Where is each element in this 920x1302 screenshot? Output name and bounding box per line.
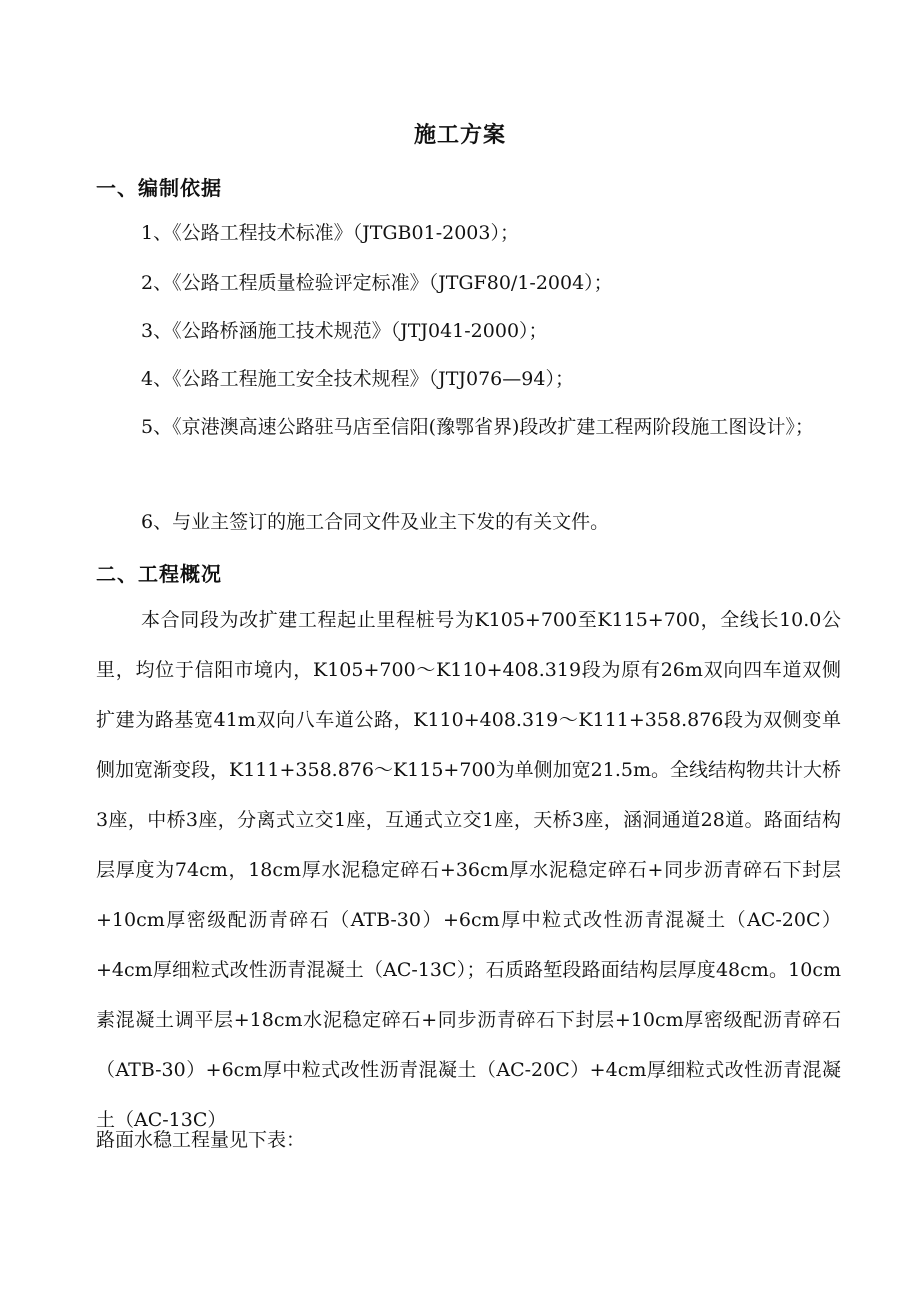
section-heading-basis: 一、编制依据 [96,176,222,200]
reference-item-3: 3、《公路桥涵施工技术规范》（JTJ041-2000）； [141,320,548,342]
reference-item-2: 2、《公路工程质量检验评定标准》（JTGF80/1-2004）； [141,272,613,294]
reference-item-1: 1、《公路工程技术标准》（JTGB01-2003）； [141,222,519,244]
overview-paragraph: 本合同段为改扩建工程起止里程桩号为K105+700至K115+700，全线长10.0公里，均位于信阳市境内，K105+700～K110+408.319段为原有26m双向四车道双侧扩建为路基宽41m双向八车道公路，K110+408.319～K111+358.876段为双侧变单侧加宽渐变段，K111+358.876～K115+700为单侧加宽21.5m。全线结构物共计大桥3座，中桥3座，分离式立交1座，互通式立交1座，天桥3座，涵洞通道28道。路面结构层厚度为74cm，18cm厚水泥稳定碎石+36cm厚水泥稳定碎石+同步沥青碎石下封层+10cm厚密级配沥青碎石（ATB-30）+6cm厚中粒式改性沥青混凝土（AC-20C）+4cm厚细粒式改性沥青混凝土（AC-13C）；石质路堑段路面结构层厚度48cm。10cm素混凝土调平层+18cm水泥稳定碎石+同步沥青碎石下封层+10cm厚密级配沥青碎石（ATB-30）+6cm厚中粒式改性沥青混凝土（AC-20C）+4cm厚细粒式改性沥青混凝土（AC-13C） [96,609,841,1131]
document-title: 施工方案 [413,122,506,148]
section-heading-overview: 二、工程概况 [96,562,222,586]
reference-item-4: 4、《公路工程施工安全技术规程》（JTJ076—94）； [141,368,574,390]
reference-item-6: 6、与业主签订的施工合同文件及业主下发的有关文件。 [141,511,610,533]
table-note: 路面水稳工程量见下表： [96,1129,306,1151]
reference-item-5: 5、《京港澳高速公路驻马店至信阳(豫鄂省界)段改扩建工程两阶段施工图设计》； [141,416,814,438]
